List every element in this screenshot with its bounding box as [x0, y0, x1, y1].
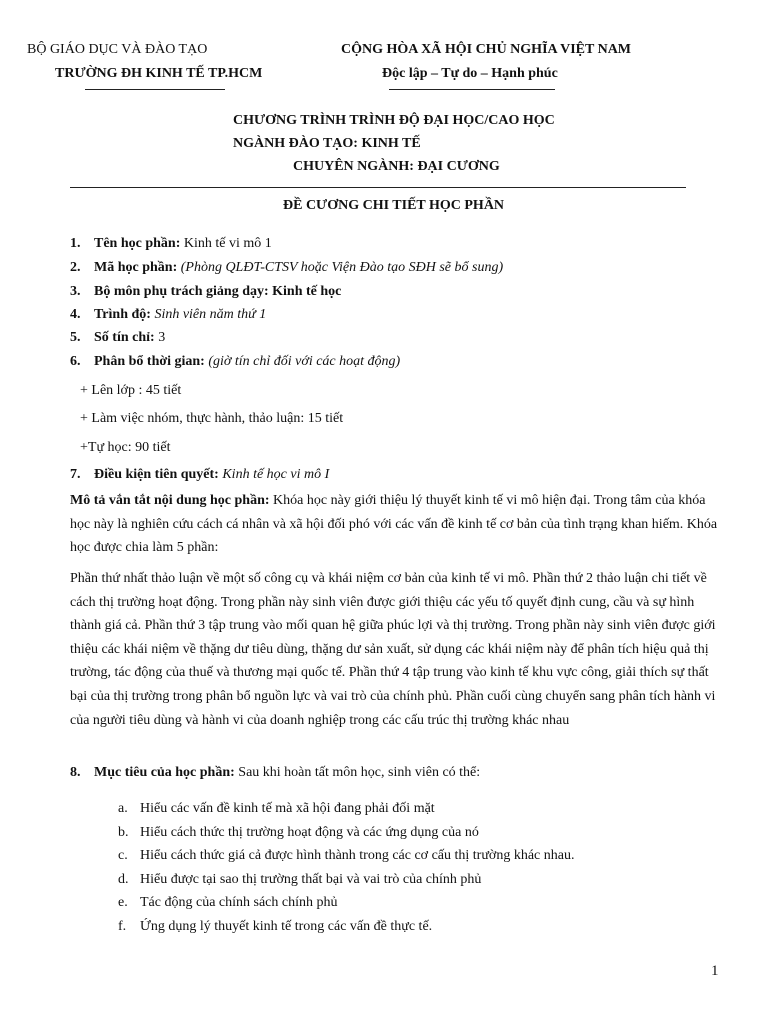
objective-item: b. Hiểu cách thức thị trường hoạt động và các ứng dụng của nó — [118, 825, 479, 840]
objective-item: d. Hiểu được tại sao thị trường thất bại và vai trò của chính phủ — [118, 872, 482, 887]
program-line-3: CHUYÊN NGÀNH: ĐẠI CƯƠNG — [293, 159, 500, 174]
course-detail-paragraph: Phần thứ nhất thảo luận về một số công cụ và khái niệm cơ bản của kinh tế vi mô. Phần thứ 2 thảo luận chi tiết về cách thị trường hoạt động. Trong phần này sinh viên được giới thiệu các yếu tố quyết định cung, cầu và sự hình thành giá cả. Phần thứ 3 tập trung vào mối quan hệ giữa phúc lợi và thị trường. Trong phần này sinh viên được giới thiệu các khái niệm về thặng dư tiêu dùng, thặng dư sản xuất, sử dụng các khái niệm này để phân tích hiệu quả thị trường, tác động của thuế và thương mại quốc tế. Phần thứ 4 tập trung vào kinh tế khu vực công, giải thích sự thất bại của thị trường trong phân bổ nguồn lực và vai trò của chính phủ. Phần cuối cùng chuyển sang phân tích hành vi của người tiêu dùng và hành vi của doanh nghiệp trong các cấu trúc thị trường khác nhau — [70, 571, 716, 728]
time-self-study: +Tự học: 90 tiết — [80, 440, 171, 455]
item-4: 4. Trình độ: Sinh viên năm thứ 1 — [70, 307, 267, 322]
objective-item: a. Hiểu các vấn đề kinh tế mà xã hội đang phải đối mặt — [118, 801, 435, 816]
objective-item: f. Ứng dụng lý thuyết kinh tế trong các vấn đề thực tế. — [118, 919, 433, 934]
republic-title: CỘNG HÒA XÃ HỘI CHỦ NGHĨA VIỆT NAM — [341, 42, 632, 57]
header-left-underline — [85, 89, 225, 90]
section-divider — [70, 187, 686, 188]
ministry-name: BỘ GIÁO DỤC VÀ ĐÀO TẠO — [27, 42, 208, 57]
time-group-work: + Làm việc nhóm, thực hành, thảo luận: 15 tiết — [80, 411, 344, 426]
item-3: 3. Bộ môn phụ trách giảng dạy: Kinh tế học — [70, 284, 342, 299]
page-number: 1 — [711, 963, 719, 979]
motto: Độc lập – Tự do – Hạnh phúc — [382, 66, 558, 81]
item-2: 2. Mã học phần: (Phòng QLĐT-CTSV hoặc Viện Đào tạo SĐH sẽ bổ sung) — [70, 260, 504, 275]
time-lecture: + Lên lớp : 45 tiết — [80, 383, 182, 398]
objective-item: e. Tác động của chính sách chính phủ — [118, 895, 338, 910]
objective-item: c. Hiểu cách thức giá cả được hình thành trong các cơ cấu thị trường khác nhau. — [118, 848, 575, 863]
university-name: TRƯỜNG ĐH KINH TẾ TP.HCM — [55, 66, 263, 81]
header-right-underline — [389, 89, 555, 90]
program-line-2: NGÀNH ĐÀO TẠO: KINH TẾ — [233, 136, 421, 151]
item-1: 1. Tên học phần: Kinh tế vi mô 1 — [70, 236, 272, 251]
course-summary: Mô tả vắn tắt nội dung học phần: Khóa học này giới thiệu lý thuyết kinh tế vi mô hiện đại. Trong tâm của khóa học này là nghiên cứu cách cá nhân và xã hội đối phó với các vấn đề kinh tế cơ bản của tình trạng khan hiếm. Khóa học được chia làm 5 phần: — [70, 493, 718, 556]
item-8: 8. Mục tiêu của học phần: Sau khi hoàn tất môn học, sinh viên có thể: — [70, 765, 481, 780]
item-7: 7. Điều kiện tiên quyết: Kinh tế học vi mô I — [70, 467, 330, 482]
program-line-1: CHƯƠNG TRÌNH TRÌNH ĐỘ ĐẠI HỌC/CAO HỌC — [233, 113, 555, 128]
item-5: 5. Số tín chỉ: 3 — [70, 330, 166, 345]
document-title: ĐỀ CƯƠNG CHI TIẾT HỌC PHẦN — [283, 198, 505, 213]
item-6: 6. Phân bổ thời gian: (giờ tín chỉ đối với các hoạt động) — [70, 354, 401, 369]
